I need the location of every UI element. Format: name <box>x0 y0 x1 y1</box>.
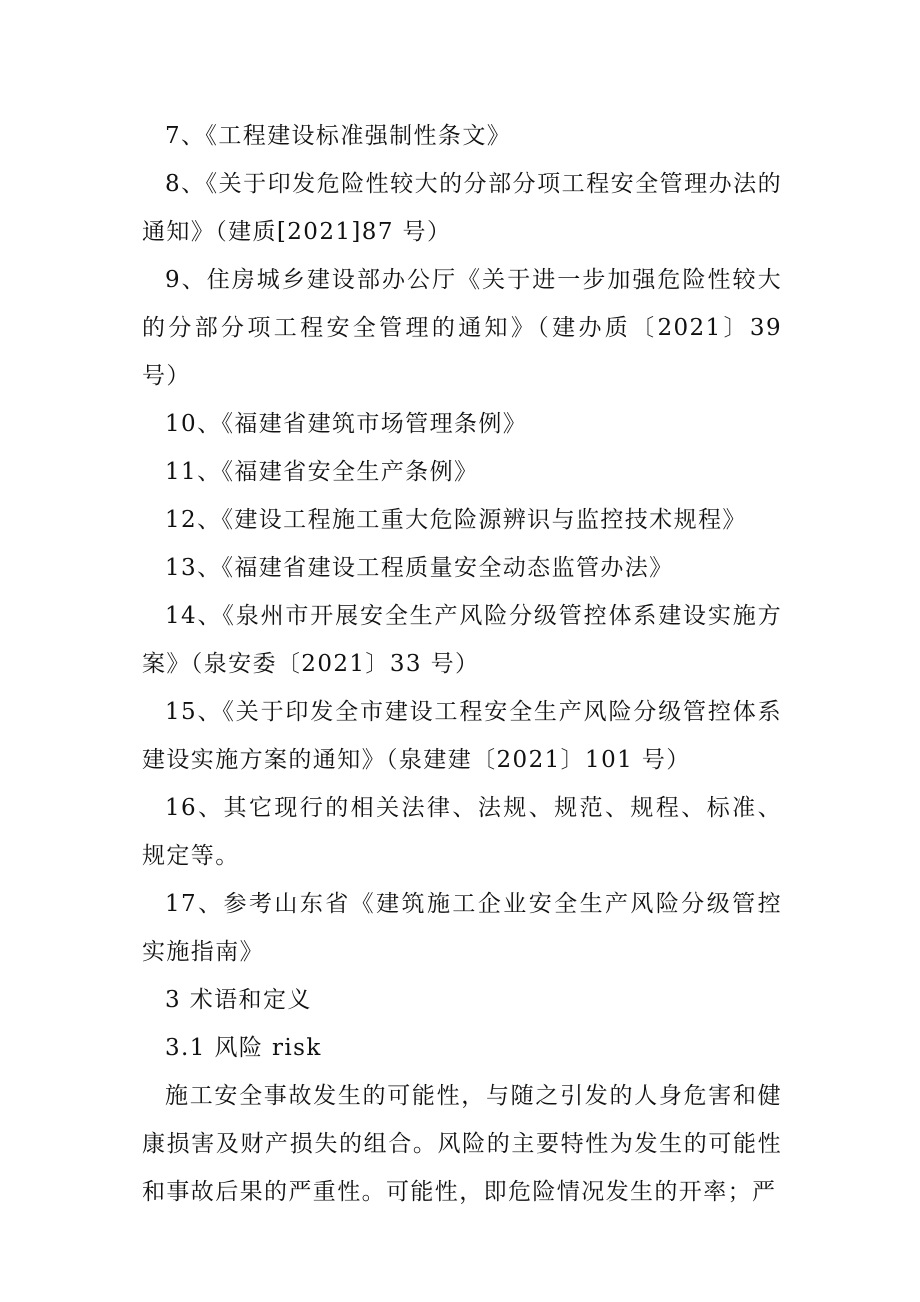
list-item-7: 7、《工程建设标准强制性条文》 <box>165 123 512 149</box>
list-item-14: 14、《泉州市开展安全生产风险分级管控体系建设实施方案》（泉安委〔2021〕33 号） <box>142 603 782 677</box>
list-item-9: 9、住房城乡建设部办公厅《关于进一步加强危险性较大的分部分项工程安全管理的通知》（建办质〔2021〕39 号） <box>142 267 782 389</box>
section-heading: 3 术语和定义 <box>165 987 312 1013</box>
subsection-heading: 3.1 风险 risk <box>165 1035 322 1061</box>
list-item-17: 17、参考山东省《建筑施工企业安全生产风险分级管控实施指南》 <box>142 891 782 965</box>
list-item-10: 10、《福建省建筑市场管理条例》 <box>165 411 528 437</box>
list-item-8: 8、《关于印发危险性较大的分部分项工程安全管理办法的通知》（建质[2021]87 号） <box>142 171 782 245</box>
document-page <box>142 112 782 1216</box>
body-paragraph: 施工安全事故发生的可能性，与随之引发的人身危害和健康损害及财产损失的组合。风险的主要特性为发生的可能性和事故后果的严重性。可能性，即危险情况发生的开率；严 <box>142 1083 782 1205</box>
list-item-16: 16、其它现行的相关法律、法规、规范、规程、标准、规定等。 <box>142 795 782 869</box>
list-item-13: 13、《福建省建设工程质量安全动态监管办法》 <box>165 555 674 581</box>
list-item-11: 11、《福建省安全生产条例》 <box>165 459 479 485</box>
list-item-15: 15、《关于印发全市建设工程安全生产风险分级管控体系建设实施方案的通知》（泉建建〔2021〕101 号） <box>142 699 782 773</box>
list-item-12: 12、《建设工程施工重大危险源辨识与监控技术规程》 <box>165 507 747 533</box>
